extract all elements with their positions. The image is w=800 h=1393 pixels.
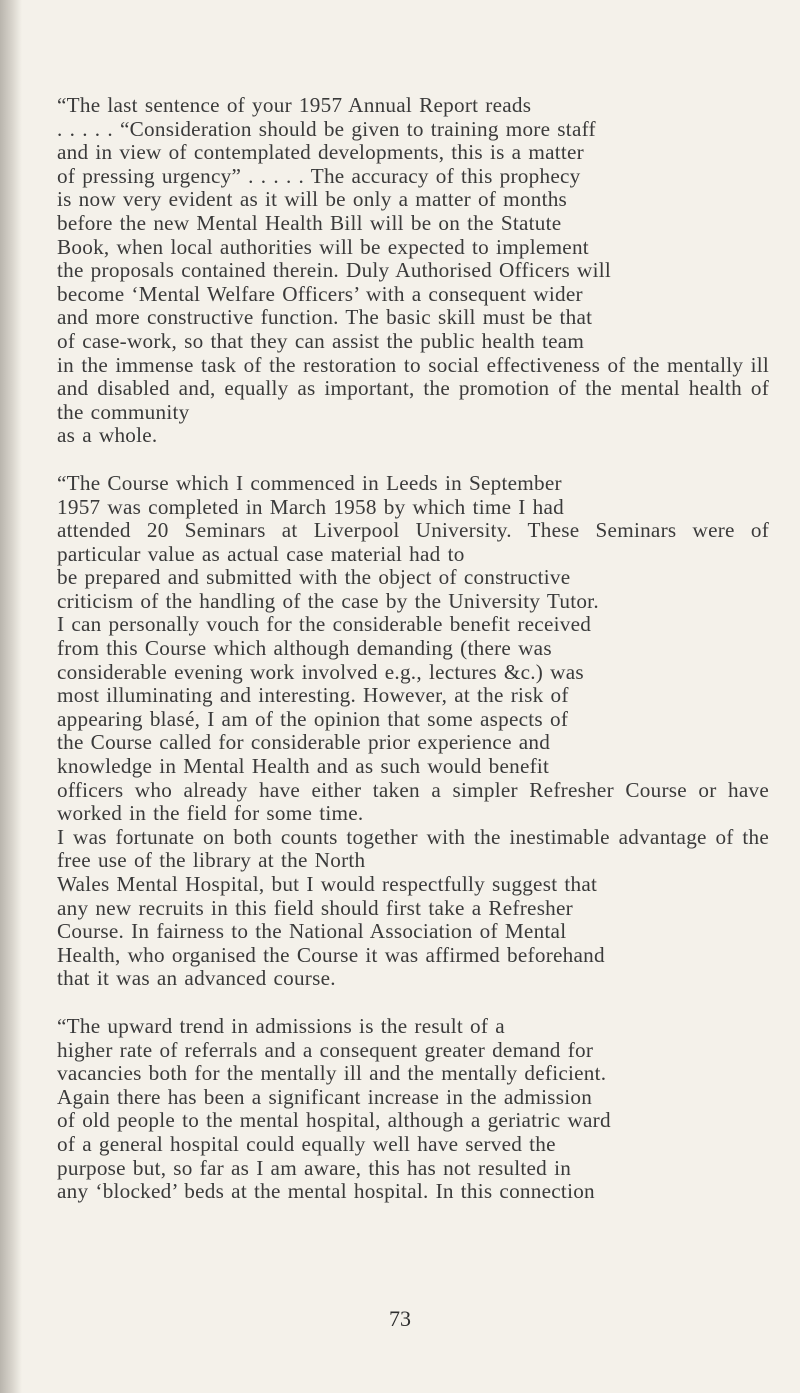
page-binding-edge (0, 0, 22, 1393)
report-text (57, 94, 769, 1228)
paragraph-annual-report-quote: “The last sentence of your 1957 Annual Report reads . . . . . “Consideration should be given to training more staff and in view of contemplated developments, this is a matter of pressing urgency” . . . . . The accuracy of this prophecy is now very evident as it will be only a matter of months before the new Mental Health Bill will be on the Statute Book, when local authorities will be expected to implement the proposals contained therein. Duly Authorised Officers will become ‘Mental Welfare Officers’ with a consequent wider and more constructive function. The basic skill must be that of case-work, so that they can assist the public health team in the immense task of the restoration to social effectiveness of the mentally ill and disabled and, equally as important, the promotion of the mental health of the community as a whole. (57, 93, 769, 448)
page-number: 73 (389, 1306, 411, 1331)
paragraph-course-leeds: “The Course which I commenced in Leeds in September 1957 was completed in March 1958 by which time I had attended 20 Seminars at Liverpool University. These Seminars were of particular value as actual case material had to be prepared and submitted with the object of constructive criticism of the handling of the case by the University Tutor. I can personally vouch for the considerable benefit received from this Course which although demanding (there was considerable evening work involved e.g., lectures &c.) was most illuminating and interesting. However, at the risk of appearing blasé, I am of the opinion that some aspects of the Course called for considerable prior experience and knowledge in Mental Health and as such would benefit officers who already have either taken a simpler Refresher Course or have worked in the field for some time. I was fortunate on both counts together with the inestimable advantage of the free use of the library at the North Wales Mental Hospital, but I would respectfully suggest that any new recruits in this field should first take a Refresher Course. In fairness to the National Association of Mental Health, who organised the Course it was affirmed beforehand that it was an advanced course. (57, 470, 769, 991)
paragraph-admissions-trend: “The upward trend in admissions is the result of a higher rate of referrals and a consequent greater demand for vacancies both for the mentally ill and the mentally deficient. Again there has been a significant increase in the admission of old people to the mental hospital, although a geriatric ward of a general hospital could equally well have served the purpose but, so far as I am aware, this has not resulted in any ‘blocked’ beds at the mental hospital. In this connection (57, 1013, 611, 1204)
